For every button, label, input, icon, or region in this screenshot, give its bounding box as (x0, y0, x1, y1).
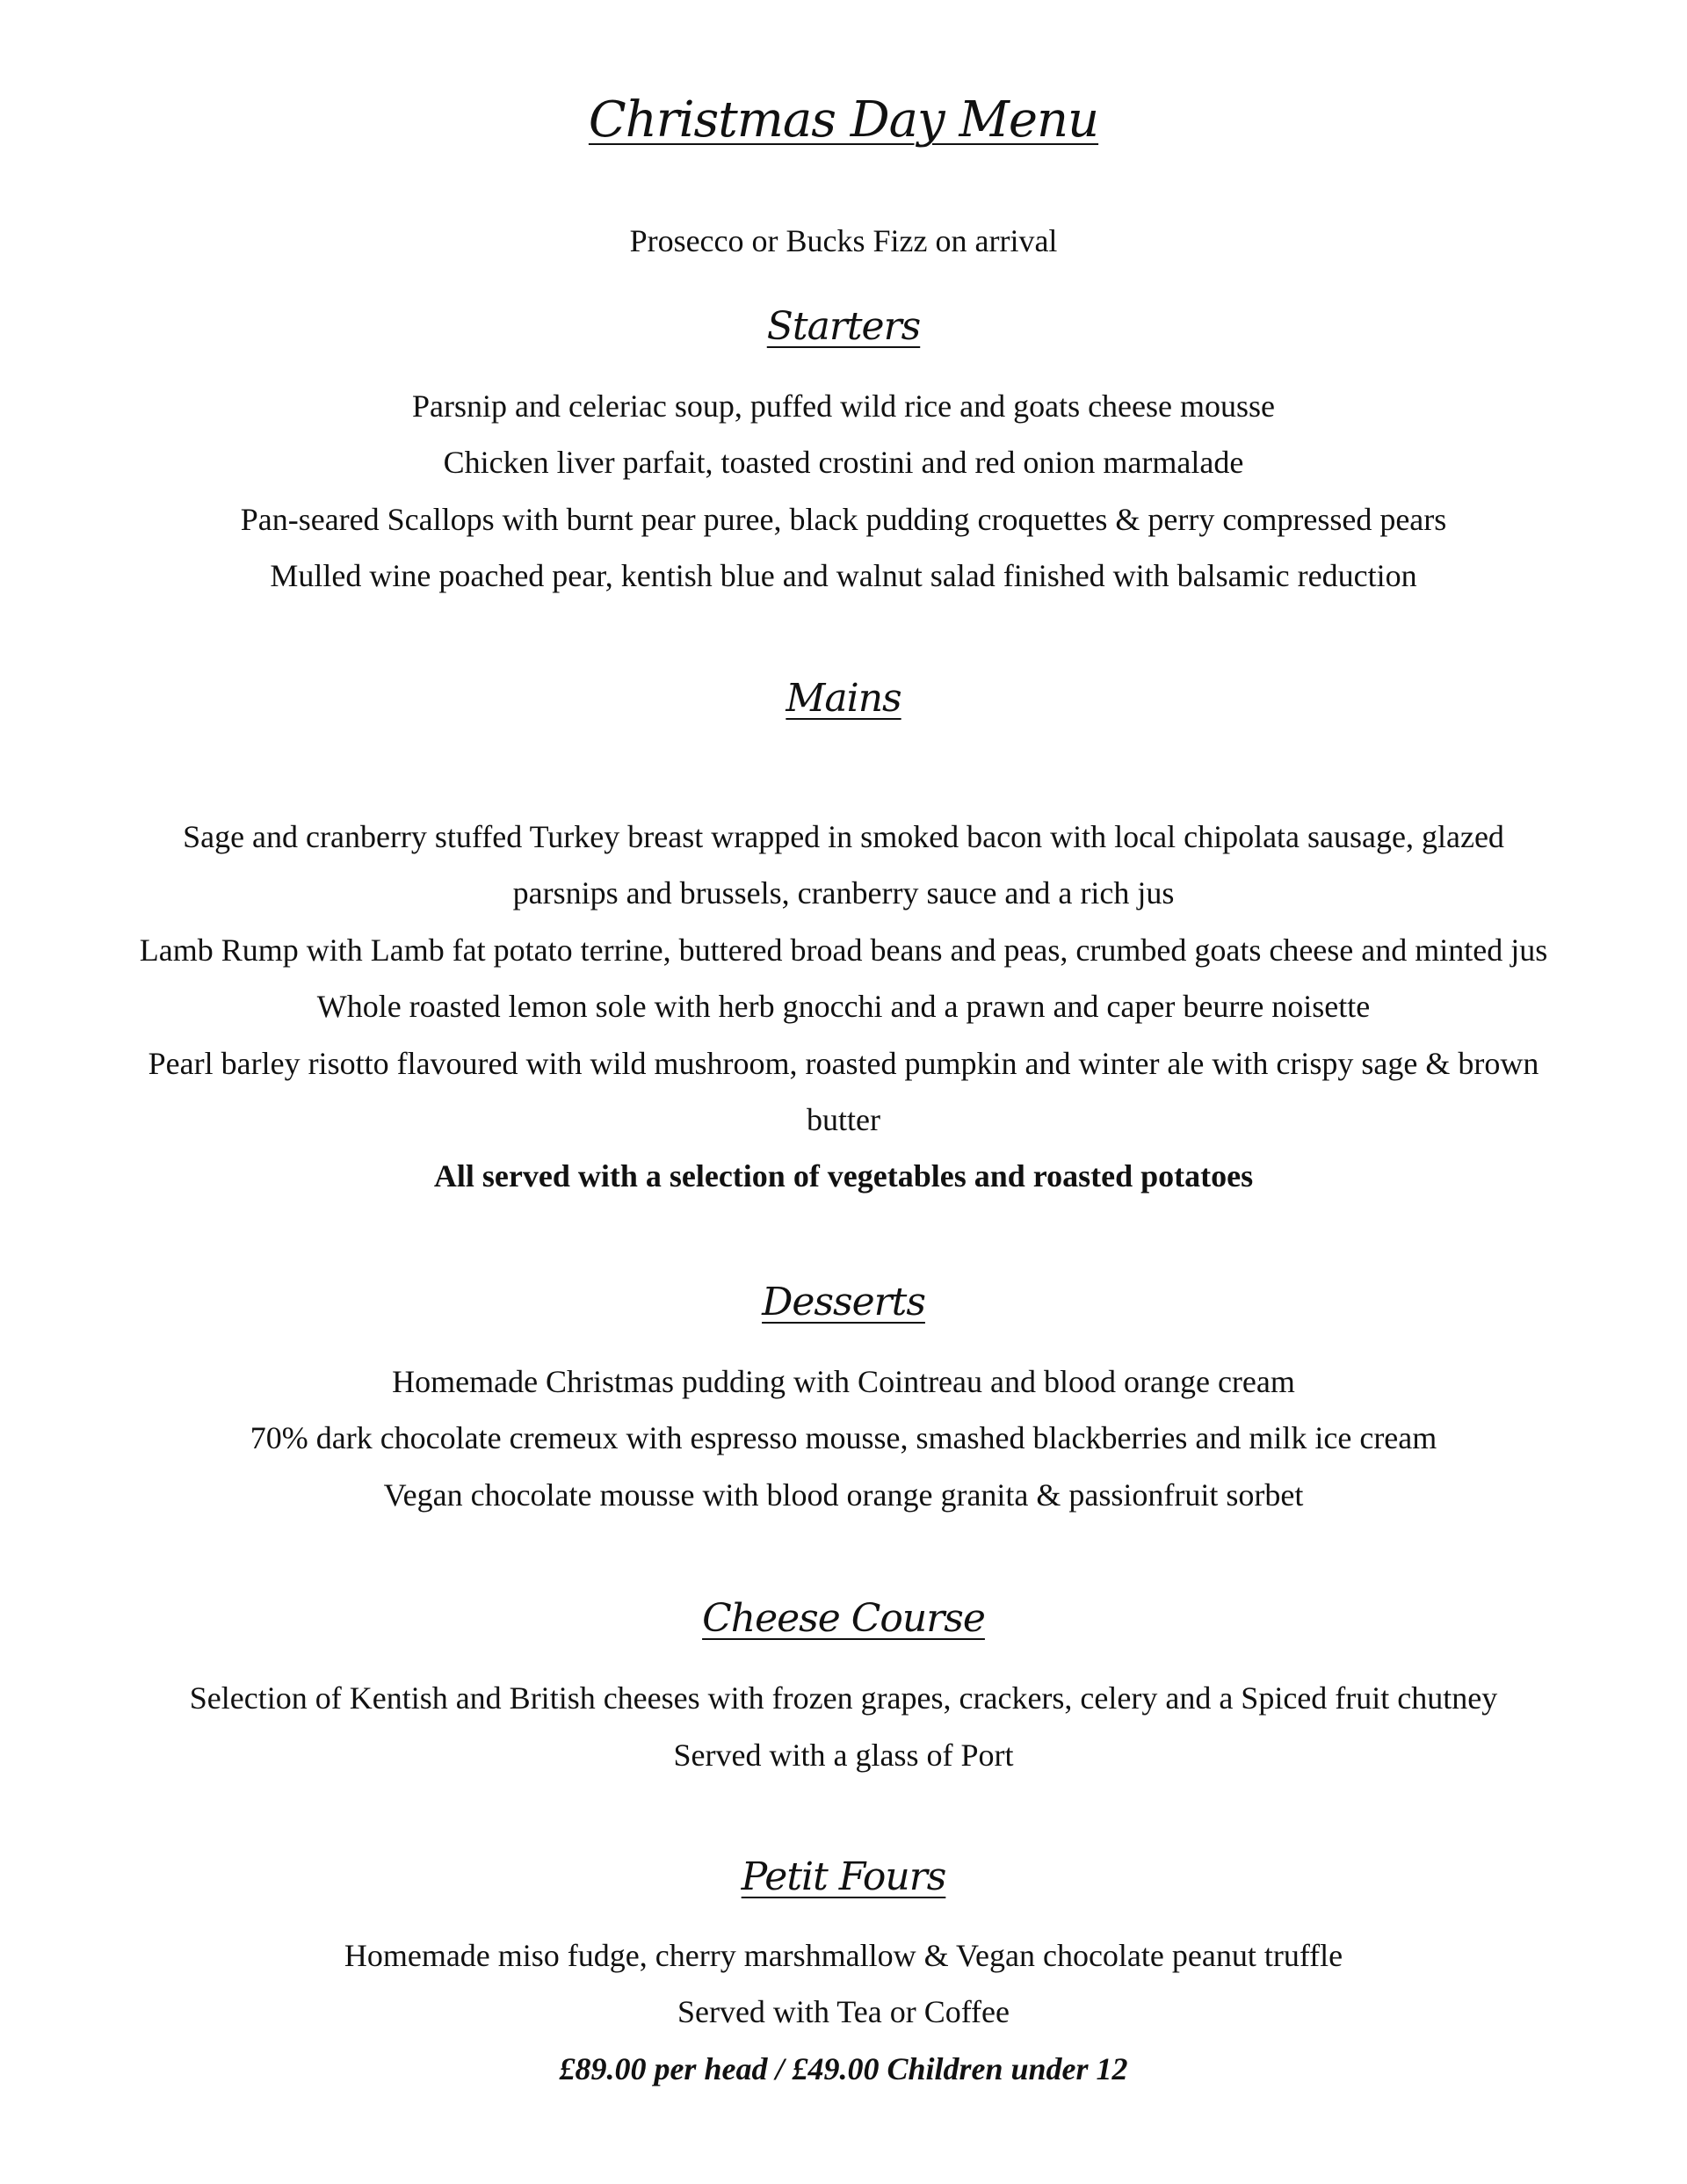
page-title: Christmas Day Menu (588, 91, 1099, 149)
petit-fours-item: Served with Tea or Coffee (677, 1994, 1010, 2029)
starter-item: Parsnip and celeriac soup, puffed wild rice and goats cheese mousse (411, 388, 1276, 424)
arrival-drink: Prosecco or Bucks Fizz on arrival (629, 223, 1058, 258)
dessert-item: Vegan chocolate mousse with blood orange granita & passionfruit sorbet (383, 1477, 1304, 1513)
main-item: Lamb Rump with Lamb fat potato terrine, buttered broad beans and peas, crumbed goats cheese and minted jus (139, 932, 1548, 968)
price-line: £89.00 per head / £49.00 Children under 12 (559, 2051, 1128, 2086)
starter-item: Mulled wine poached pear, kentish blue and walnut salad finished with balsamic reduction (270, 558, 1417, 593)
main-item: Pearl barley risotto flavoured with wild mushroom, roasted pumpkin and winter ale with crispy sage & brown (148, 1046, 1539, 1081)
mains-note: All served with a selection of vegetables and roasted potatoes (433, 1158, 1254, 1194)
dessert-item: Homemade Christmas pudding with Cointreau and blood orange cream (392, 1364, 1295, 1399)
mains-heading: Mains (786, 676, 901, 721)
cheese-item: Served with a glass of Port (673, 1738, 1014, 1773)
cheese-course-heading: Cheese Course (702, 1596, 985, 1641)
main-item: parsnips and brussels, cranberry sauce and a rich jus (512, 875, 1175, 911)
main-item: Sage and cranberry stuffed Turkey breast wrapped in smoked bacon with local chipolata sausage, glazed (183, 819, 1504, 854)
petit-fours-item: Homemade miso fudge, cherry marshmallow & Vegan chocolate peanut truffle (344, 1938, 1343, 1973)
starter-item: Chicken liver parfait, toasted crostini and red onion marmalade (443, 445, 1244, 480)
main-item: butter (807, 1102, 880, 1137)
cheese-item: Selection of Kentish and British cheeses with frozen grapes, crackers, celery and a Spiced fruit chutney (189, 1680, 1498, 1716)
main-item: Whole roasted lemon sole with herb gnocchi and a prawn and caper beurre noisette (316, 989, 1371, 1024)
starters-heading: Starters (766, 304, 921, 349)
petit-fours-heading: Petit Fours (741, 1854, 946, 1899)
dessert-item: 70% dark chocolate cremeux with espresso mousse, smashed blackberries and milk ice cream (250, 1420, 1437, 1455)
starter-item: Pan-seared Scallops with burnt pear puree, black pudding croquettes & perry compressed pears (240, 502, 1447, 537)
desserts-heading: Desserts (762, 1280, 925, 1324)
